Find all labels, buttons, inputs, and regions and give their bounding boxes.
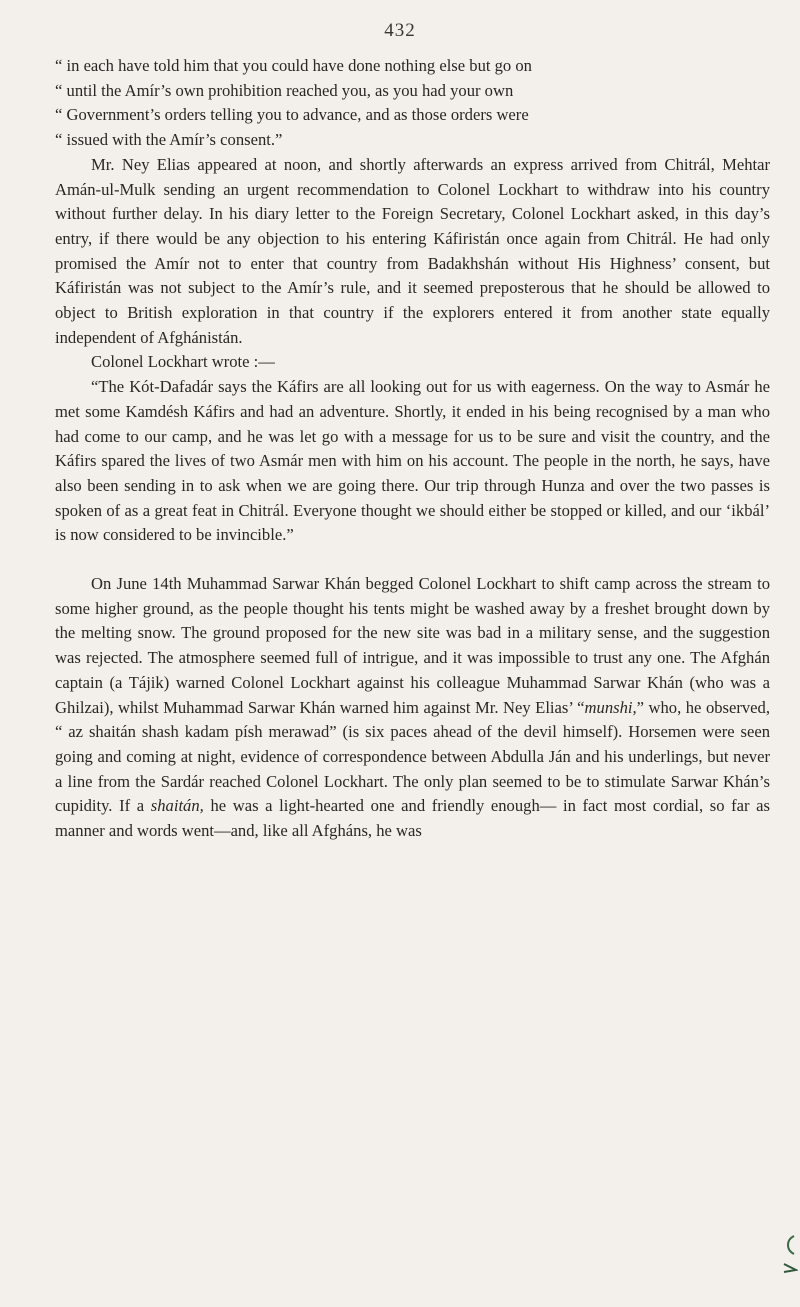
paragraph-lockhart-wrote: Colonel Lockhart wrote :— (91, 352, 275, 372)
paragraph-june-14 (55, 572, 770, 844)
quote-line-3: “ Government’s orders telling you to advance, and as those orders were (55, 103, 770, 128)
page-text (55, 54, 770, 844)
page-number: 432 (384, 20, 416, 41)
quote-line-4: “ issued with the Amír’s consent.” (55, 128, 770, 153)
paragraph-ney-elias: Mr. Ney Elias appeared at noon, and shortly afterwards an express arrived from Chitrál, Mehtar Amán-ul-Mulk sending an urgent recommendation to Colonel Lockhart to withdraw into his country without further delay. In his diary letter to the Foreign Secretary, Colonel Lockhart asked, in this day’s entry, if there would be any objection to his entering Káfiristán once again from Chitrál. He had only promised the Amír not to enter that country from Badakhshán without His Highness’ consent, but Káfiristán was not subject to the Amír’s rule, and it seemed preposterous that he should be allowed to object to British exploration in that country if the explorers entered it from another state equally independent of Afghánistán. (55, 154, 770, 347)
paragraph-june-14-c: he was a light-hearted one and friendly enough— in fact most cordial, so far as manner and words went—and, like all Afgháns, he was (55, 796, 771, 841)
quote-continuation (55, 54, 770, 153)
quote-line-2: “ until the Amír’s own prohibition reached you, as you had your own (55, 79, 770, 104)
paragraph-june-14-a: On June 14th Muhammad Sarwar Khán begged Colonel Lockhart to shift camp across the stream to some higher ground, as the people thought his tents might be washed away by a freshet brought down by the melting snow. The ground proposed for the new site was bad in a military sense, and the suggestion was rejected. The atmosphere seemed full of intrigue, and it was impossible to trust any one. The Afghán captain (a Tájik) warned Colonel Lockhart against his colleague Muhammad Sarwar Khán (who was a Ghilzai), whilst Muhammad Sarwar Khán warned him against Mr. Ney Elias’ “ (55, 574, 770, 717)
shaitan-word: shaitán, (150, 796, 204, 816)
paragraph-gap (55, 548, 770, 572)
paragraph-kot-dafadar: “The Kót-Dafadár says the Káfirs are all looking out for us with eagerness. On the way to Asmár he met some Kamdésh Káfirs and had an adventure. Shortly, it ended in his being recognised by a man who had come to our camp, and he was let go with a message for us to be sure and visit the country, and the Káfirs spared the lives of two Asmár men with him on his account. The people in the north, he says, have also been sending in to ask when we are going there. Our trip through Hunza and over the two passes is spoken of as a great feat in Chitrál. Everyone thought we should either be stopped or killed, and our ‘ikbál’ is now considered to be invincible.” (55, 377, 770, 545)
munshi-word: munshi, (584, 697, 637, 717)
paragraph-june-14-b: ” who, he observed, “ az shaitán shash kadam písh merawad” (is six paces ahead of the devil himself). Horsemen were seen going and coming at night, evidence of correspondence between Abdulla Ján and his underlings, but never a line from the Sardár reached Colonel Lockhart. The only plan seemed to be to stimulate Sarwar Khán’s cupidity. If a (55, 697, 770, 816)
page-edge-mark (782, 1232, 798, 1274)
quote-line-1: “ in each have told him that you could have done nothing else but go on (55, 54, 770, 79)
